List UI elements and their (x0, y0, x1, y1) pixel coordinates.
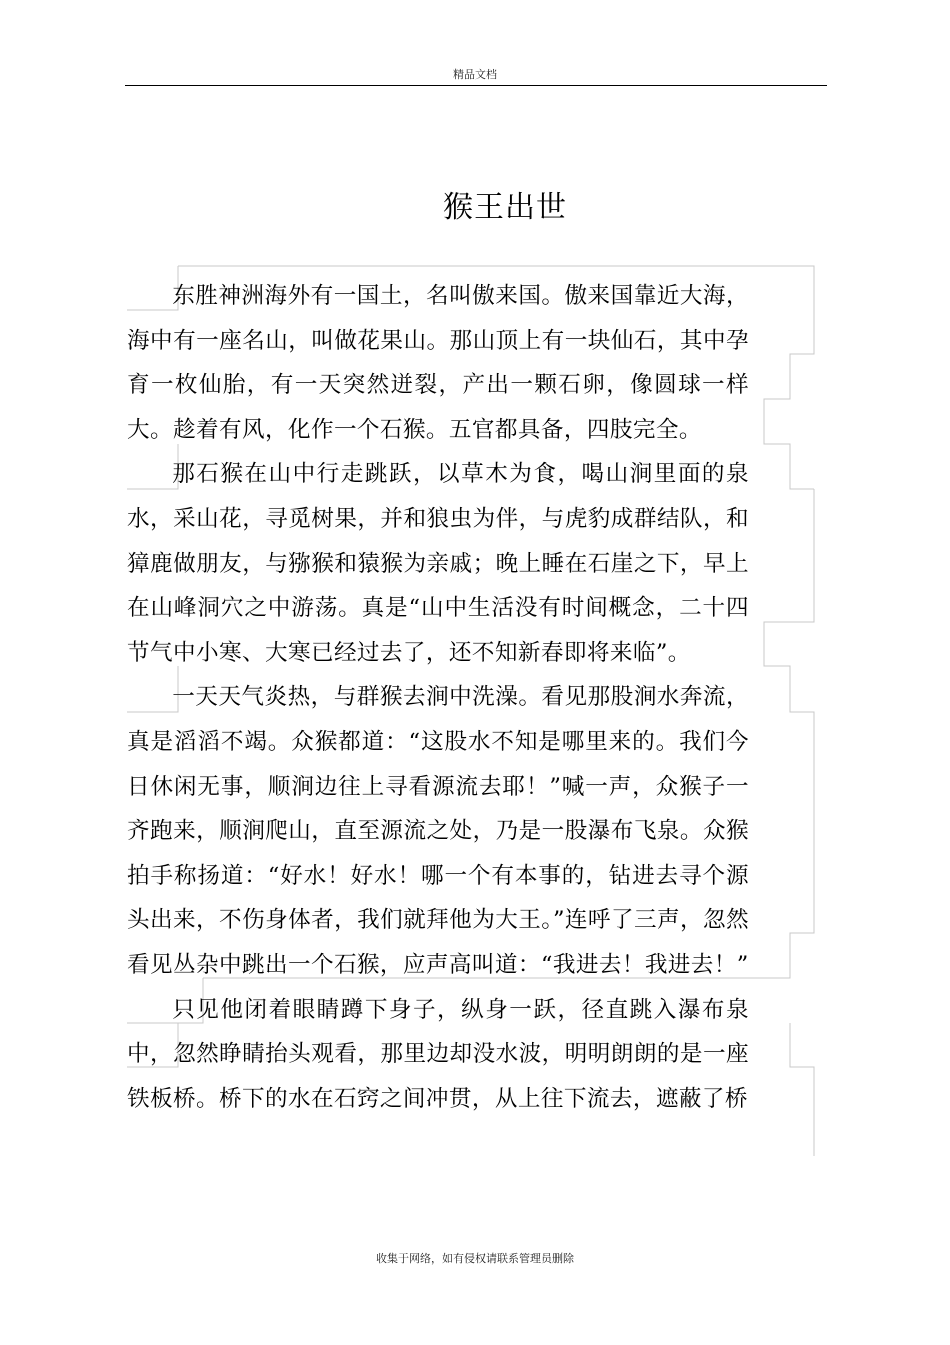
frame-right-edge-low (790, 1023, 814, 1156)
paragraph: 只见他闭着眼睛蹲下身子，纵身一跃，径直跳入瀑布泉中，忽然睁睛抬头观看，那里边却没水波，明明朗朗的是一座铁板桥。桥下的水在石窍之间冲贯，从上往下流去，遮蔽了桥 (127, 996, 749, 1112)
paragraph: 东胜神洲海外有一国土，名叫傲来国。傲来国靠近大海，海中有一座名山，叫做花果山。那山顶上有一块仙石，其中孕育一枚仙胎，有一天突然迸裂，产出一颗石卵，像圆球一样大。趁着有风，化作一个石猴。五官都具备，四肢完全。 (127, 283, 749, 443)
document-body (127, 274, 749, 1121)
paragraph: 那石猴在山中行走跳跃，以草木为食，喝山涧里面的泉水，采山花，寻觅树果，并和狼虫为伴，与虎豹成群结队，和獐鹿做朋友，与猕猴和猿猴为亲戚；晚上睡在石崖之下，早上在山峰洞穴之中游荡。真是“山中生活没有时间概念，二十四节气中小寒、大寒已经过去了，还不知新春即将来临”。 (127, 461, 749, 666)
page-footer-label: 收集于网络，如有侵权请联系管理员删除 (376, 1252, 574, 1265)
document-title: 猴王出世 (443, 190, 567, 225)
page-header-label: 精品文档 (453, 68, 497, 81)
header-divider (125, 85, 827, 86)
paragraph: 一天天气炎热，与群猴去涧中洗澡。看见那股涧水奔流，真是滔滔不竭。众猴都道：“这股水不知是哪里来的。我们今日休闲无事，顺涧边往上寻看源流去耶！”喊一声，众猴子一齐跑来，顺涧爬山，直至源流之处，乃是一股瀑布飞泉。众猴拍手称扬道：“好水！好水！哪一个有本事的，钻进去寻个源头出来，不伤身体者，我们就拜他为大王。”连呼了三声，忽然看见丛杂中跳出一个石猴，应声高叫道：“我进去！我进去！” (127, 684, 749, 978)
